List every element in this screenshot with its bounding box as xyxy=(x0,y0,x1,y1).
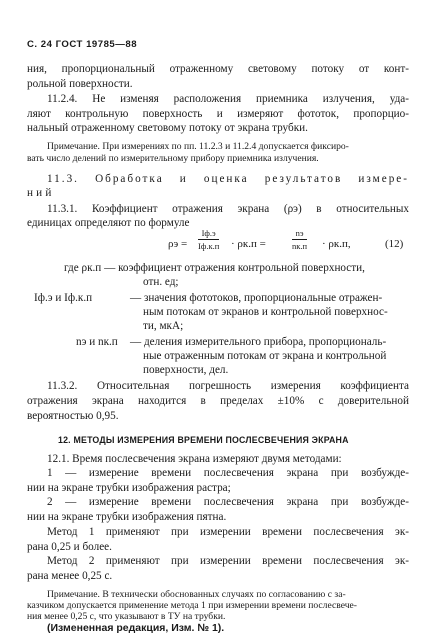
paragraph-line: 11.3.1. Коэффициент отражения экрана (ρэ) в относительных xyxy=(47,203,409,215)
fraction-denominator: nк.п xyxy=(292,241,308,251)
definition-term: nэ и nк.п xyxy=(76,336,118,348)
definition-term: Iф.э и Iф.к.п xyxy=(34,292,93,304)
note-line: Примечание. При измерениях по пп. 11.2.3 и 11.2.4 допускается фиксиро- xyxy=(47,141,349,152)
definition-line: — значения фототоков, пропорциональные отражен- xyxy=(130,292,383,304)
definition-line: поверхности, дел. xyxy=(143,364,229,376)
formula-lhs: ρэ = xyxy=(168,238,188,250)
paragraph-line: рольной поверхности. xyxy=(27,78,133,90)
fraction-bar xyxy=(292,239,307,240)
definition-line: ти, мкА; xyxy=(143,320,184,332)
paragraph-line: рана 0,25 и более. xyxy=(27,541,112,553)
note-line: ния менее 0,25 с, что указывают в ТУ на трубки. xyxy=(27,611,226,622)
note-line: казчиком допускается применение метода 1 при измерении времени послесвече- xyxy=(27,600,357,611)
formula-fraction-2 xyxy=(292,228,307,251)
paragraph-line: 11.2.4. Не изменяя расположения приемника излучения, уда- xyxy=(47,93,409,105)
subsection-title: ний xyxy=(27,187,55,199)
paragraph-line: нии на экране трубки изображения пятна. xyxy=(27,511,227,523)
definition-line: — деления измерительного прибора, пропорциональ- xyxy=(130,336,387,348)
fraction-bar xyxy=(198,239,219,240)
definition-line: ным потокам от экранов и контрольной поверхнос- xyxy=(143,306,388,318)
paragraph-line: Метод 2 применяют при измерении времени послесвечения эк- xyxy=(47,555,409,567)
definition-line: отн. ед; xyxy=(143,276,179,288)
paragraph-line: вероятностью 0,95. xyxy=(27,410,119,422)
paragraph-line: 11.3.2. Относительная погрешность измерения коэффициента xyxy=(47,380,409,392)
paragraph-line: единицах определяют по формуле xyxy=(27,217,190,229)
paragraph-line: нальный отраженному световому потоку от экрана трубки. xyxy=(27,122,308,134)
fraction-numerator: nэ xyxy=(295,228,304,238)
paragraph-line: ляют контрольную поверхность и измеряют фототок, пропорцио- xyxy=(27,108,409,120)
formula-number: (12) xyxy=(385,238,404,250)
section-heading: 12. МЕТОДЫ ИЗМЕРЕНИЯ ВРЕМЕНИ ПОСЛЕСВЕЧЕНИЯ ЭКРАНА xyxy=(58,435,349,445)
formula-tail: · ρк.п, xyxy=(322,238,351,250)
definition-line: где ρк.п — коэффициент отражения контрольной поверхности, xyxy=(64,262,365,274)
paragraph-line: 2 — измерение времени послесвечения экрана при возбужде- xyxy=(47,496,409,508)
page-header: С. 24 ГОСТ 19785—88 xyxy=(27,39,138,50)
fraction-numerator: Iф.э xyxy=(201,228,216,238)
formula-mid: · ρк.п = xyxy=(231,238,266,250)
paragraph-line: нии на экране трубки изображения растра; xyxy=(27,482,231,494)
formula-fraction-1 xyxy=(198,228,219,251)
paragraph-line: 1 — измерение времени послесвечения экрана при возбужде- xyxy=(47,467,409,479)
paragraph-line: Метод 1 применяют при измерении времени послесвечения эк- xyxy=(47,526,409,538)
paragraph-line: рана менее 0,25 с. xyxy=(27,570,113,582)
paragraph-line: 12.1. Время послесвечения экрана измеряют двумя методами: xyxy=(47,453,342,465)
subsection-title: 11.3. Обработка и оценка результатов измере- xyxy=(47,173,409,185)
fraction-denominator: Iф.к.п xyxy=(198,241,220,251)
note-line: вать число делений по измерительному прибору приемника излучения. xyxy=(27,153,319,164)
paragraph-line: отражения экрана находится в пределах ±10% с доверительной xyxy=(27,395,409,407)
amendment-note: (Измененная редакция, Изм. № 1). xyxy=(47,622,225,634)
note-line: Примечание. В технически обоснованных случаях по согласованию с за- xyxy=(47,589,346,600)
definition-line: ные отраженным потокам от экрана и контрольной xyxy=(143,350,387,362)
paragraph-line: ния, пропорциональный отраженному световому потоку от конт- xyxy=(27,63,409,75)
